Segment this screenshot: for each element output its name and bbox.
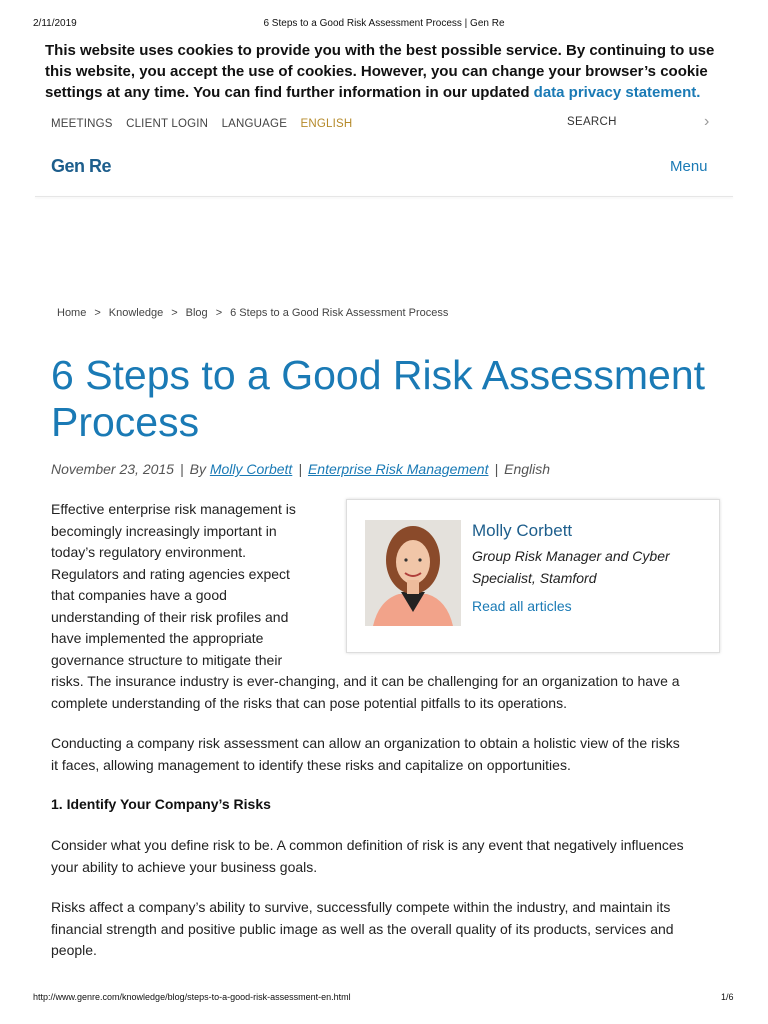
author-link[interactable]: Molly Corbett <box>209 461 293 477</box>
article-meta: November 23, 2015 | By Molly Corbett | Enterprise Risk Management | English <box>51 461 551 477</box>
top-nav <box>51 118 362 130</box>
author-name[interactable]: Molly Corbett <box>472 521 573 540</box>
menu-button[interactable]: Menu <box>670 158 708 175</box>
nav-client-login[interactable]: CLIENT LOGIN <box>126 118 209 130</box>
breadcrumb-knowledge[interactable]: Knowledge <box>108 307 164 319</box>
search-label[interactable]: SEARCH <box>567 116 617 128</box>
cookie-text: This website uses cookies to provide you with the best possible service. By continuing to use this website, you accept the use of cookies. However, you can change your browser’s cookie settings at any time. You can find further information in our updated <box>45 42 715 101</box>
cookie-banner <box>45 40 725 103</box>
paragraph-4: Risks affect a company’s ability to survive, successfully compete within the industry, and maintain its financial strength and positive public image as well as the overall quality of its products, services and people. <box>51 899 674 958</box>
paragraph-2: Conducting a company risk assessment can allow an organization to obtain a holistic view of the risks it faces, allowing management to identify these risks and capitalize on opportunities. <box>51 735 680 773</box>
breadcrumb-current: 6 Steps to a Good Risk Assessment Process <box>230 307 449 319</box>
article-date: November 23, 2015 <box>51 461 174 477</box>
privacy-link[interactable]: data privacy statement. <box>533 84 701 101</box>
chevron-right-icon[interactable]: › <box>704 113 710 130</box>
breadcrumb-home[interactable]: Home <box>57 307 87 319</box>
breadcrumb: Home > Knowledge > Blog > 6 Steps to a Good Risk Assessment Process <box>57 307 449 319</box>
nav-language[interactable]: LANGUAGE <box>221 118 288 130</box>
article-language: English <box>504 461 551 477</box>
category-link[interactable]: Enterprise Risk Management <box>307 461 489 477</box>
print-title: 6 Steps to a Good Risk Assessment Process | Gen Re <box>263 18 505 29</box>
read-all-articles-link[interactable]: Read all articles <box>472 598 572 614</box>
gen-re-logo[interactable] <box>51 156 111 177</box>
author-role: Group Risk Manager and Cyber Specialist, Stamford <box>472 548 670 586</box>
paragraph-1: Effective enterprise risk management is becomingly increasingly important in today’s regulatory environment. Regulators and rating agencies expect that companies have a good understanding of their risk profiles and have implemented the appropriate governance structure to mitigate their risks. The insurance industry is ever-changing, and it can be challenging for an organization to have a complete understanding of the risks that can pose potential pitfalls to its operations. <box>51 501 680 711</box>
breadcrumb-blog[interactable]: Blog <box>185 307 208 319</box>
nav-english[interactable]: ENGLISH <box>300 118 353 130</box>
print-url: http://www.genre.com/knowledge/blog/steps-to-a-good-risk-assessment-en.html <box>33 992 351 1002</box>
author-photo <box>365 520 461 626</box>
print-page: 1/6 <box>721 992 734 1002</box>
logo-text: Gen Re <box>51 156 112 176</box>
nav-meetings[interactable]: MEETINGS <box>51 118 113 130</box>
print-date: 2/11/2019 <box>33 18 77 29</box>
page-title: 6 Steps to a Good Risk Assessment Process <box>51 352 706 445</box>
paragraph-3: Consider what you define risk to be. A common definition of risk is any event that negatively influences your ability to achieve your business goals. <box>51 837 684 875</box>
header-divider <box>35 196 733 197</box>
author-card <box>346 499 720 653</box>
section-heading: 1. Identify Your Company’s Risks <box>51 796 271 812</box>
